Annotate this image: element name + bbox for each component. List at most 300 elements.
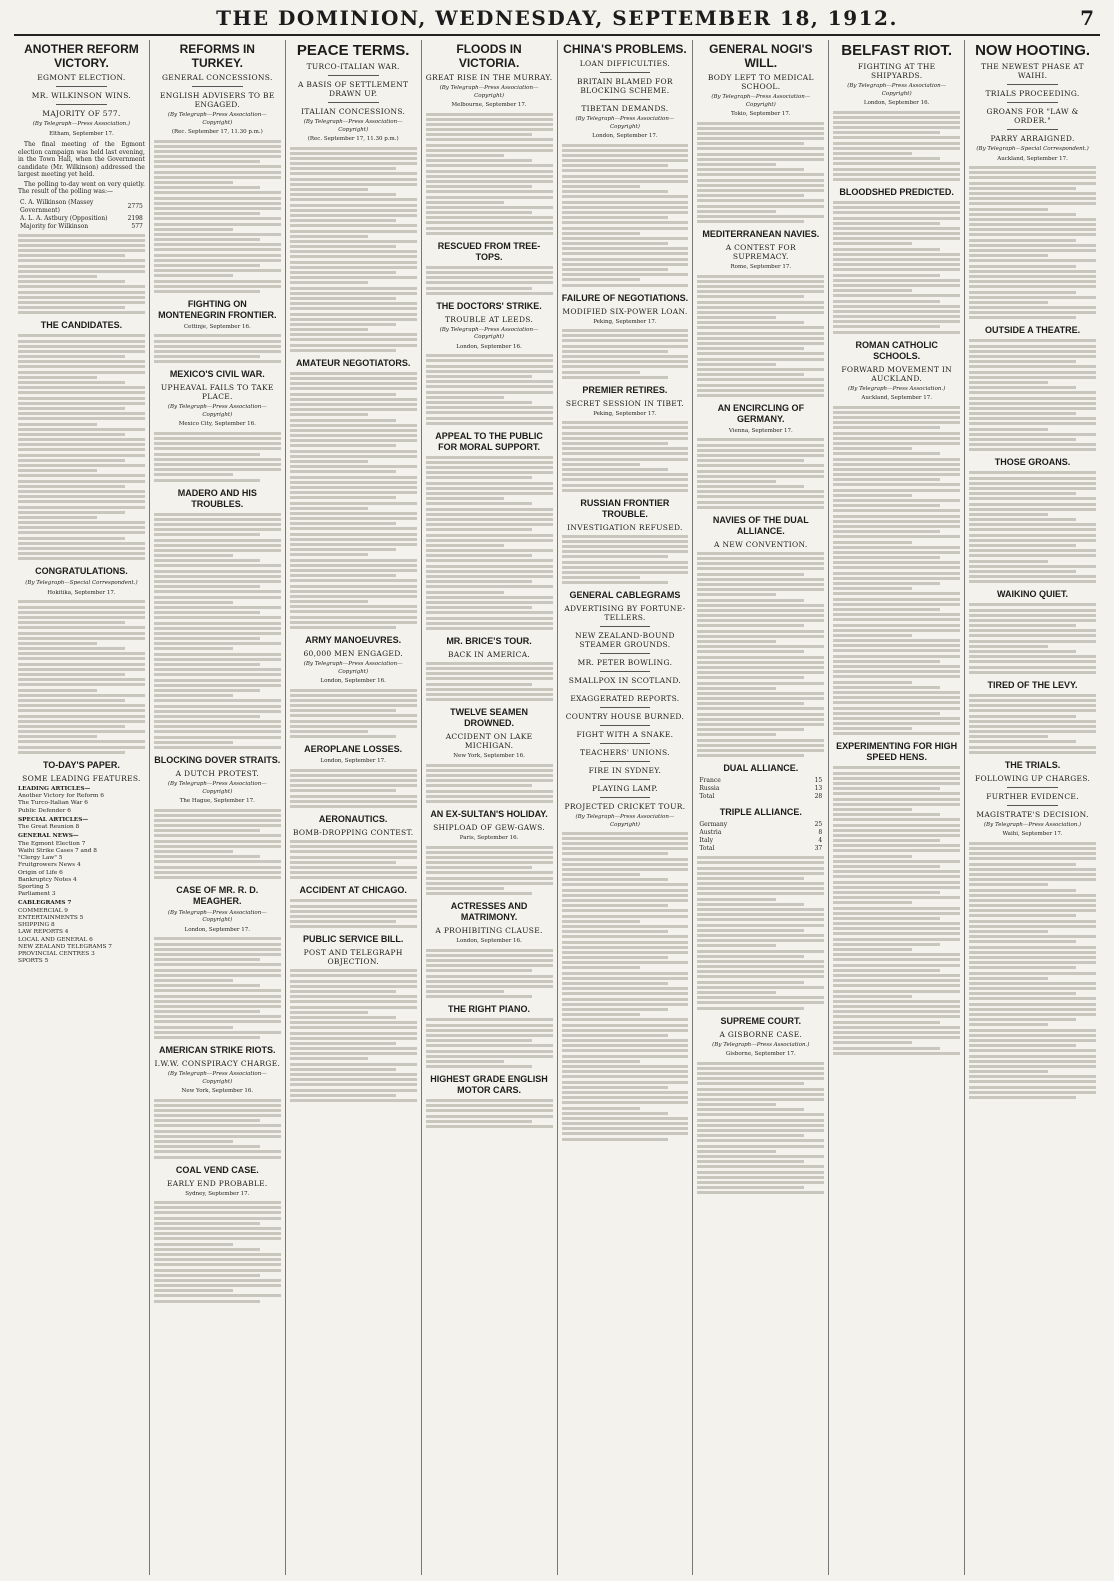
text-line — [833, 844, 960, 847]
text-line — [969, 889, 1076, 892]
text-line — [833, 111, 960, 114]
text-line — [154, 533, 261, 536]
text-line — [426, 1109, 553, 1112]
text-line — [969, 961, 1096, 964]
article-dateline: London, September 16. — [456, 938, 522, 945]
text-line — [697, 1139, 824, 1142]
text-line — [562, 268, 669, 271]
text-line — [969, 746, 1096, 749]
text-line — [290, 876, 417, 879]
article-headline: CONGRATULATIONS. — [35, 566, 128, 577]
text-line — [697, 464, 824, 467]
text-line — [154, 855, 261, 858]
text-line — [697, 347, 804, 350]
text-line — [154, 233, 281, 236]
text-line — [290, 157, 417, 160]
text-line — [833, 912, 960, 915]
toc-item: Fruitgrowers News 4 — [18, 862, 81, 869]
text-line — [969, 956, 1096, 959]
text-line — [290, 789, 397, 792]
article-byline: (By Telegraph—Press Association—Copyright) — [439, 326, 539, 341]
result-value: 2775 — [127, 202, 143, 210]
article-text-block — [562, 832, 689, 1141]
article — [562, 42, 689, 287]
text-line — [969, 575, 1096, 578]
article-headline: OUTSIDE A THEATRE. — [984, 325, 1081, 336]
text-line — [969, 660, 1096, 663]
text-line — [562, 1055, 689, 1058]
article-text-block — [18, 334, 145, 560]
text-line — [154, 1232, 281, 1235]
text-line — [833, 974, 960, 977]
text-line — [290, 349, 397, 352]
text-line — [290, 990, 397, 993]
article — [697, 763, 824, 801]
text-line — [290, 694, 417, 697]
result-value: 28 — [814, 793, 823, 801]
text-line — [154, 1206, 281, 1209]
article-subhead: TIBETAN DEMANDS. — [581, 104, 669, 113]
text-line — [290, 720, 417, 723]
text-line — [562, 426, 689, 429]
text-line — [969, 940, 1076, 943]
text-line — [833, 803, 960, 806]
text-line — [154, 1156, 281, 1159]
text-line — [290, 1094, 397, 1097]
article-byline: (By Telegraph—Press Association—Copyright) — [711, 94, 811, 108]
article — [426, 431, 553, 630]
text-line — [697, 1108, 804, 1111]
text-line — [154, 647, 233, 650]
text-line — [833, 691, 960, 694]
article-subhead: UPHEAVAL FAILS TO TAKE PLACE. — [160, 383, 274, 402]
divider-rule — [600, 725, 651, 726]
text-line — [426, 487, 553, 490]
text-line — [697, 707, 824, 710]
text-line — [154, 432, 281, 435]
article-subhead: MR. WILKINSON WINS. — [31, 91, 132, 100]
text-line — [969, 233, 1096, 236]
text-line — [833, 284, 960, 287]
toc-item: Waihi Strike Cases 7 and 8 — [18, 848, 97, 855]
text-line — [969, 249, 1096, 252]
text-line — [969, 650, 1076, 653]
text-line — [969, 391, 1096, 394]
text-line — [969, 730, 1096, 733]
text-line — [154, 1020, 281, 1023]
article-subhead: TEACHERS' UNIONS. — [580, 748, 670, 758]
text-line — [697, 599, 804, 602]
article-headline: TO-DAY'S PAPER. — [42, 759, 120, 770]
text-line — [18, 402, 145, 405]
toc-item: Sporting 5 — [18, 884, 50, 891]
text-line — [697, 306, 824, 309]
text-line — [562, 216, 669, 219]
text-line — [426, 154, 505, 157]
text-line — [426, 683, 533, 686]
text-line — [969, 371, 1096, 374]
text-line — [969, 544, 1076, 547]
text-line — [290, 553, 369, 556]
article — [426, 1004, 553, 1068]
article-subhead: COUNTRY HOUSE BURNED. — [565, 712, 685, 722]
article — [154, 1045, 281, 1159]
text-line — [18, 386, 145, 389]
text-line — [154, 223, 281, 226]
text-line — [833, 217, 960, 220]
text-line — [969, 966, 1076, 969]
text-line — [697, 384, 824, 387]
divider-rule — [600, 626, 651, 627]
text-line — [154, 829, 261, 832]
text-line — [290, 1052, 417, 1055]
text-line — [969, 1039, 1096, 1042]
text-line — [18, 469, 97, 472]
text-line — [18, 355, 125, 358]
text-line — [697, 1124, 824, 1127]
text-line — [18, 673, 125, 676]
text-line — [154, 1258, 281, 1261]
text-line — [697, 1186, 804, 1189]
article-text-block — [969, 339, 1096, 451]
text-line — [154, 1000, 281, 1003]
text-line — [833, 1031, 960, 1034]
text-line — [697, 358, 824, 361]
text-line — [562, 169, 689, 172]
text-line — [833, 629, 960, 632]
text-line — [290, 585, 417, 588]
article-byline: (By Telegraph—Press Association—Copyright) — [303, 661, 403, 675]
text-line — [833, 665, 960, 668]
text-line — [154, 860, 281, 863]
text-line — [969, 878, 1096, 881]
text-line — [154, 1109, 281, 1112]
text-line — [562, 581, 669, 584]
text-line — [697, 184, 824, 187]
article-byline: (By Telegraph—Press Association—Copyright) — [167, 112, 267, 126]
text-line — [833, 421, 960, 424]
text-line — [697, 1150, 776, 1153]
text-line — [426, 565, 553, 568]
article-headline: AN EX-SULTAN'S HOLIDAY. — [430, 809, 548, 819]
article-headline: MADERO AND HIS TROUBLES. — [177, 487, 257, 509]
article — [969, 680, 1096, 754]
text-line — [969, 223, 1096, 226]
text-line — [290, 460, 369, 463]
article — [426, 809, 553, 895]
text-line — [833, 927, 960, 930]
text-line — [969, 560, 1048, 563]
text-line — [833, 855, 912, 858]
text-line — [18, 371, 145, 374]
text-line — [969, 842, 1096, 845]
text-line — [833, 875, 960, 878]
text-line — [833, 142, 960, 145]
text-line — [969, 666, 1096, 669]
article-subhead: MAGISTRATE'S DECISION. — [976, 809, 1089, 819]
text-line — [290, 486, 417, 489]
article-subhead: ADVERTISING BY FORTUNE-TELLERS. — [564, 604, 686, 623]
divider-rule — [600, 689, 651, 690]
text-line — [697, 1171, 824, 1174]
text-line — [290, 845, 417, 848]
text-line — [426, 549, 553, 552]
text-line — [426, 528, 533, 531]
text-line — [969, 1029, 1096, 1032]
text-line — [18, 443, 145, 446]
text-line — [697, 892, 824, 895]
text-line — [154, 355, 261, 358]
text-line — [426, 164, 553, 167]
text-line — [969, 549, 1096, 552]
text-line — [969, 360, 1076, 363]
text-line — [18, 265, 145, 268]
article-headline: BELFAST RIOT. — [841, 42, 953, 59]
article-headline: PEACE TERMS. — [296, 42, 410, 59]
article-subhead: FURTHER EVIDENCE. — [986, 791, 1079, 801]
text-line — [18, 345, 145, 348]
results-row — [18, 223, 145, 231]
results-row — [18, 215, 145, 223]
text-line — [697, 955, 804, 958]
text-line — [290, 1037, 417, 1040]
text-line — [18, 381, 125, 384]
text-line — [833, 556, 940, 559]
text-line — [562, 201, 689, 204]
text-line — [154, 694, 233, 697]
text-line — [969, 443, 1096, 446]
text-line — [290, 915, 417, 918]
news-column — [693, 40, 829, 1575]
text-line — [697, 749, 824, 752]
text-line — [18, 433, 125, 436]
text-line — [154, 725, 281, 728]
text-line — [426, 764, 553, 767]
results-row — [697, 821, 824, 829]
text-line — [18, 340, 145, 343]
article-text-block — [154, 937, 281, 1039]
text-line — [426, 995, 533, 998]
text-line — [426, 677, 553, 680]
toc-item: Parliament 3 — [18, 891, 56, 898]
text-line — [833, 509, 960, 512]
text-line — [426, 975, 553, 978]
text-line — [426, 159, 533, 162]
article — [426, 301, 553, 425]
text-line — [969, 412, 1076, 415]
divider-rule — [600, 743, 651, 744]
text-line — [154, 585, 261, 588]
article-subhead: THE NEWEST PHASE AT WAIHI. — [981, 62, 1084, 80]
text-line — [18, 668, 145, 671]
text-line — [290, 419, 397, 422]
text-line — [969, 1065, 1096, 1068]
article-subhead: FORWARD MOVEMENT IN AUCKLAND. — [841, 364, 952, 383]
text-line — [969, 402, 1096, 405]
result-name: Majority for Wilkinson — [20, 222, 89, 230]
text-line — [290, 1089, 417, 1092]
text-line — [290, 559, 417, 562]
text-line — [290, 595, 417, 598]
text-line — [833, 126, 960, 129]
article-headline: THE TRIALS. — [1004, 759, 1061, 770]
article-headline: AEROPLANE LOSSES. — [304, 744, 403, 755]
article-headline: RUSSIAN FRONTIER TROUBLE. — [580, 497, 670, 519]
text-line — [290, 413, 369, 416]
text-line — [426, 391, 553, 394]
text-line — [562, 1107, 641, 1110]
text-line — [18, 683, 145, 686]
text-line — [697, 562, 824, 565]
text-line — [697, 485, 804, 488]
text-line — [697, 316, 776, 319]
text-line — [18, 637, 145, 640]
text-line — [833, 1015, 960, 1018]
article-headline: ANOTHER REFORM VICTORY. — [24, 42, 139, 70]
text-line — [154, 290, 261, 293]
text-line — [969, 311, 1096, 314]
text-line — [154, 1099, 281, 1102]
text-line — [290, 382, 417, 385]
text-line — [969, 301, 1048, 304]
text-line — [697, 671, 824, 674]
text-line — [154, 554, 233, 557]
text-line — [290, 714, 417, 717]
text-line — [697, 702, 804, 705]
text-line — [154, 684, 281, 687]
text-line — [154, 699, 281, 702]
text-line — [833, 1047, 940, 1050]
text-line — [833, 592, 960, 595]
text-line — [426, 693, 553, 696]
text-line — [969, 365, 1096, 368]
article-headline: MEXICO'S CIVIL WAR. — [169, 369, 265, 380]
text-line — [426, 513, 553, 516]
text-line — [426, 370, 553, 373]
text-line — [969, 930, 1048, 933]
text-line — [833, 1005, 960, 1008]
text-line — [833, 644, 960, 647]
text-line — [697, 1191, 824, 1194]
text-line — [290, 188, 369, 191]
text-line — [18, 709, 145, 712]
text-line — [697, 1007, 804, 1010]
text-line — [969, 909, 1096, 912]
article-subhead: GREAT RISE IN THE MURRAY. — [425, 73, 553, 82]
text-line — [290, 398, 417, 401]
article-subhead: MR. PETER BOWLING. — [577, 658, 673, 668]
text-line — [426, 411, 553, 414]
text-line — [154, 979, 233, 982]
text-line — [833, 131, 940, 134]
text-line — [697, 132, 824, 135]
text-line — [833, 1041, 912, 1044]
article — [426, 707, 553, 803]
text-line — [969, 407, 1096, 410]
text-line — [426, 133, 533, 136]
news-column — [558, 40, 694, 1575]
article — [154, 299, 281, 363]
text-line — [697, 578, 824, 581]
text-line — [562, 437, 689, 440]
text-line — [154, 1124, 281, 1127]
text-line — [697, 718, 824, 721]
text-line — [18, 275, 97, 278]
text-line — [290, 527, 417, 530]
article-subhead: ACCIDENT ON LAKE MICHIGAN. — [445, 732, 533, 751]
text-line — [697, 147, 824, 150]
text-line — [697, 593, 776, 596]
divider-rule — [1007, 787, 1058, 788]
text-line — [290, 574, 397, 577]
divider-rule — [600, 761, 651, 762]
text-line — [290, 393, 397, 396]
article-text-block — [290, 689, 417, 739]
text-line — [562, 144, 689, 147]
text-line — [697, 567, 824, 570]
text-line — [833, 969, 940, 972]
text-line — [833, 489, 960, 492]
text-line — [290, 969, 417, 972]
article — [697, 229, 824, 397]
text-line — [290, 1032, 417, 1035]
text-line — [697, 588, 824, 591]
article-dateline: (Rec. September 17, 11.30 p.m.) — [307, 136, 399, 142]
text-line — [969, 296, 1096, 299]
text-line — [697, 1160, 804, 1163]
toc-intro: SOME LEADING FEATURES. — [22, 773, 141, 783]
text-line — [697, 666, 824, 669]
divider-rule — [328, 102, 379, 103]
text-line — [833, 1026, 960, 1029]
text-line — [833, 253, 960, 256]
article-dateline: Waihi, September 17. — [1002, 831, 1063, 838]
text-line — [426, 980, 553, 983]
text-line — [426, 281, 553, 284]
text-line — [969, 951, 1096, 954]
article-dateline: Eltham, September 17. — [49, 130, 114, 137]
text-line — [562, 1008, 669, 1011]
text-line — [833, 964, 960, 967]
divider-rule — [1007, 129, 1058, 130]
text-line — [969, 397, 1096, 400]
text-line — [562, 376, 669, 379]
text-line — [697, 1155, 824, 1158]
text-line — [154, 876, 281, 879]
text-line — [426, 627, 553, 630]
text-line — [697, 153, 824, 156]
text-line — [969, 1060, 1096, 1063]
text-line — [154, 963, 281, 966]
text-line — [697, 573, 804, 576]
text-line — [154, 611, 261, 614]
article-text-block — [562, 144, 689, 287]
text-line — [426, 1018, 553, 1021]
text-line — [154, 334, 281, 337]
article-text-block — [426, 949, 553, 999]
text-line — [154, 186, 261, 189]
text-line — [833, 649, 960, 652]
text-line — [154, 274, 233, 277]
text-line — [833, 587, 912, 590]
text-line — [969, 1023, 1048, 1026]
text-line — [697, 1134, 804, 1137]
text-line — [290, 1099, 417, 1102]
text-line — [969, 291, 1076, 294]
text-line — [969, 492, 1076, 495]
text-line — [969, 972, 1096, 975]
result-value: 13 — [814, 785, 823, 793]
